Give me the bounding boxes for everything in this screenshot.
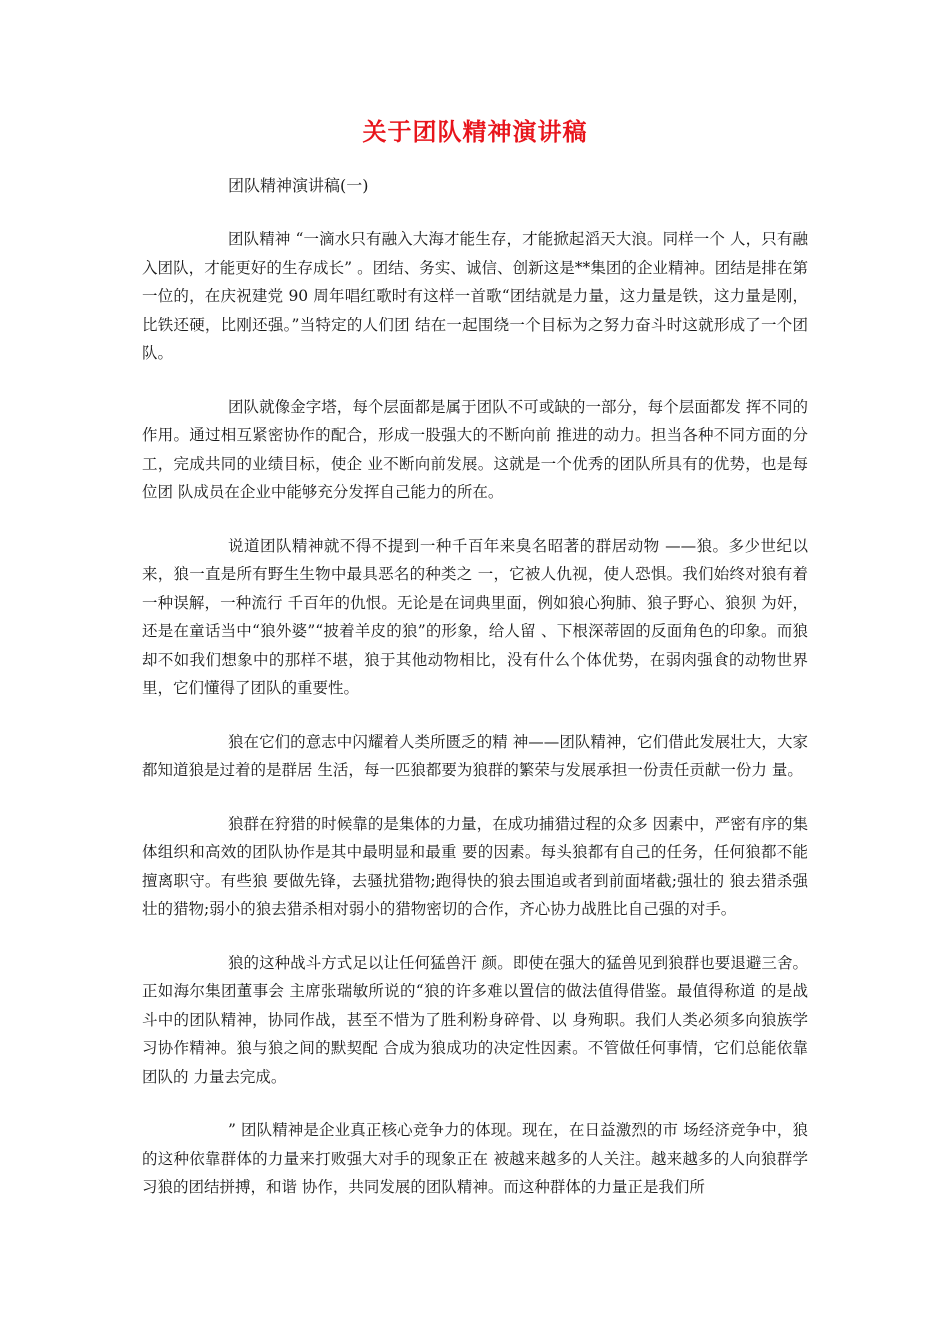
document-subtitle: 团队精神演讲稿(一) — [228, 176, 369, 195]
document-title: 关于团队精神演讲稿 — [362, 118, 588, 146]
paragraph-3: 说道团队精神就不得不提到一种千百年来臭名昭著的群居动物 ——狼。多少世纪以来，狼一直是所有野生生物中最具恶名的种类之 一，它被人仇视，使人恐惧。我们始终对狼有着一种误解，一种流行 千百年的仇恨。无论是在词典里面，例如狼心狗肺、狼子野心、狼狈 为奸，还是在童话当中“狼外婆”“披着羊皮的狼”的形象，给人留 、下根深蒂固的反面角色的印象。而狼却不如我们想象中的那样不堪，狼于其他动物相比，没有什么个体优势，在弱肉强食的动物世界里，它们懂得了团队的重要性。 — [142, 536, 808, 697]
paragraph-5: 狼群在狩猎的时候靠的是集体的力量，在成功捕猎过程的众多 因素中，严密有序的集体组织和高效的团队协作是其中最明显和最重 要的因素。每头狼都有自己的任务，任何狼都不能擅离职守。有些狼 要做先锋，去骚扰猎物;跑得快的狼去围追或者到前面堵截;强壮的 狼去猎杀强壮的猎物;弱小的狼去猎杀相对弱小的猎物密切的合作，齐心协力战胜比自己强的对手。 — [142, 814, 808, 918]
paragraph-1: 团队精神 “一滴水只有融入大海才能生存，才能掀起滔天大浪。同样一个 人，只有融入团队，才能更好的生存成长” 。团结、务实、诚信、创新这是**集团的企业精神。团结是排在第 一位的，在庆祝建党 90 周年唱红歌时有这样一首歌“团结就是力量，这力量是铁，这力量是刚，比铁还硬，比刚还强。”当特定的人们团 结在一起围绕一个目标为之努力奋斗时这就形成了一个团队。 — [142, 230, 808, 362]
paragraph-4: 狼在它们的意志中闪耀着人类所匮乏的精 神——团队精神，它们借此发展壮大，大家都知道狼是过着的是群居 生活，每一匹狼都要为狼群的繁荣与发展承担一份责任贡献一份力 量。 — [142, 732, 808, 779]
document-body — [142, 225, 808, 1227]
paragraph-6: 狼的这种战斗方式足以让任何猛兽汗 颜。即使在强大的猛兽见到狼群也要退避三舍。正如海尔集团董事会 主席张瑞敏所说的“狼的许多难以置信的做法值得借鉴。最值得称道 的是战斗中的团队精神，协同作战，甚至不惜为了胜利粉身碎骨、以 身殉职。我们人类必须多向狼族学习协作精神。狼与狼之间的默契配 合成为狼成功的决定性因素。不管做任何事情，它们总能依靠团队的 力量去完成。 — [142, 953, 808, 1086]
paragraph-7: ” 团队精神是企业真正核心竞争力的体现。现在，在日益激烈的市 场经济竞争中，狼的这种依靠群体的力量来打败强大对手的现象正在 被越来越多的人关注。越来越多的人向狼群学习狼的团结拼搏，和谐 协作，共同发展的团队精神。而这种群体的力量正是我们所 — [142, 1121, 808, 1196]
paragraph-2: 团队就像金字塔，每个层面都是属于团队不可或缺的一部分，每个层面都发 挥不同的作用。通过相互紧密协作的配合，形成一股强大的不断向前 推进的动力。担当各种不同方面的分工，完成共同的业绩目标，使企 业不断向前发展。这就是一个优秀的团队所具有的优势，也是每位团 队成员在企业中能够充分发挥自己能力的所在。 — [142, 397, 808, 501]
